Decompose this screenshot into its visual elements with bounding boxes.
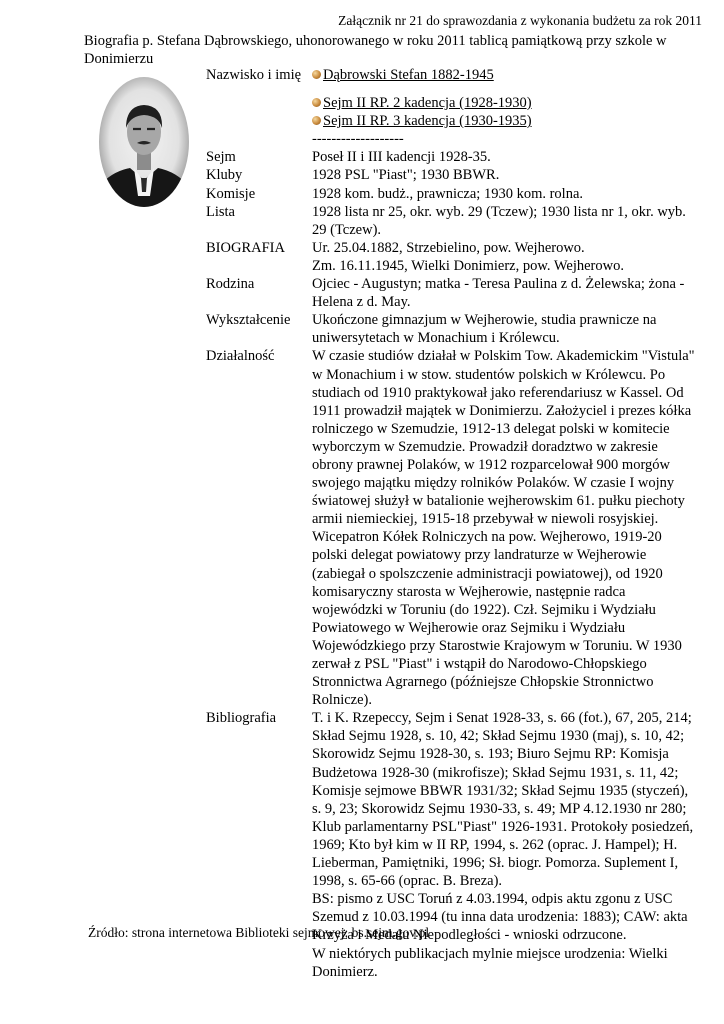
label-bibliografia: Bibliografia — [206, 710, 277, 727]
bullet-icon — [312, 70, 321, 79]
value-wyksztalcenie: Ukończone gimnazjum w Wejherowie, studia prawnicze na uniwersytetach w Monachium i Królewcu. — [312, 312, 657, 347]
value-rodzina: Ojciec - Augustyn; matka - Teresa Paulina z d. Żelewska; żona - Helena z d. May. — [312, 276, 685, 311]
row-sejm — [206, 148, 698, 166]
row-dzialalnosc — [206, 347, 698, 709]
value-sejm: Poseł II i III kadencji 1928-35. — [312, 149, 491, 166]
separator: ------------------- — [312, 131, 404, 148]
link-sejm-kadencja-2[interactable]: Sejm II RP. 2 kadencja (1928-1930) — [323, 95, 532, 112]
bullet-icon — [312, 98, 321, 107]
row-komisje — [206, 185, 698, 203]
row-biografia — [206, 239, 698, 275]
label-kluby: Kluby — [206, 167, 243, 184]
row-wyksztalcenie — [206, 311, 698, 347]
row-kluby — [206, 166, 698, 184]
source-note: Źródło: strona internetowa Biblioteki sejmowej: bs.sejm.gov.pl — [88, 925, 430, 940]
value-komisje: 1928 kom. budż., prawnicza; 1930 kom. rolna. — [312, 185, 584, 202]
row-lista — [206, 203, 698, 239]
label-rodzina: Rodzina — [206, 276, 255, 293]
link-name[interactable]: Dąbrowski Stefan 1882-1945 — [323, 67, 494, 83]
link-sejm-kadencja-3[interactable]: Sejm II RP. 3 kadencja (1930-1935) — [323, 113, 532, 130]
label-lista: Lista — [206, 203, 235, 220]
label-biografia: BIOGRAFIA — [206, 239, 285, 256]
value-death: Zm. 16.11.1945, Wielki Donimierz, pow. Wejherowo. — [312, 257, 624, 274]
value-bibliografia-sources: T. i K. Rzepeccy, Sejm i Senat 1928-33, s. 66 (fot.), 67, 205, 214; Skład Sejmu 1928, s. 10, 42; Skład Sejmu 1930 (maj), s. 10, 42; Skorowidz Sejmu 1928-30, s. 193; Biuro Sejmu RP: Komisja Budżetowa 1928-30 (mikrofisze); Skład Sejmu 1931, s. 11, 42; Komisje sejmowe BBWR 1931/32; Skład Sejmu 1935 (styczeń), s. 9, 23; Skorowidz Sejmu 1930-33, s. 49; MP 4.12.1930 nr 280; Klub parlamentarny PSL"Piast" 1926-1931. Protokoły posiedzeń, 1969; Kto był kim w II RP, 1994, s. 262 (oprac. J. Hampel); H. Lieberman, Pamiętniki, 1996; Sł. biogr. Pomorza. Suplement I, 1998, s. 65-66 (oprac. B. Breza). — [312, 710, 694, 890]
row-rodzina — [206, 275, 698, 311]
value-dzialalnosc: W czasie studiów działał w Polskim Tow. Akademickim "Vistula" w Monachium i w stow. studentów polskich w Królewcu. Po studiach od 1910 praktykował jako referendariusz w Kassel. Od 1911 prowadził majątek w Donimierzu. Założyciel i prezes kółka rolniczego w Szemudzie, 1912-13 delegat polski w komitecie wyborczym w Szemudzie. Prowadził doradztwo w zakresie obrony prawnej Polaków, w 1912 rozparcelował 900 morgów swojego majątku między rolników Polaków. W czasie I wojny światowej służył w batalionie wejherowskim 61. pułku piechoty armii niemieckiej, 1915-18 przebywał w niewoli rosyjskiej. Wicepatron Kółek Rolniczych na pow. Wejherowo, 1919-20 polski delegat powiatowy przy landraturze w Wejherowie (zabiegał o spolszczenie administracji powiatowej), od 1920 komisaryczny starosta w Wejherowie, następnie radca wojewódzki w Toruniu (do 1922). Czł. Sejmiku i Wydziału Powiatowego w Wejherowie oraz Sejmiku i Wydziału Wojewódzkiego przy Starostwie Krajowym w Toruniu. W 1930 zerwał z PSL "Piast" i wstąpił do Narodowo-Chłopskiego Stronnictwa Agrarnego (późniejsze Chłopskie Stronnictwo Rolnicze). — [312, 348, 695, 709]
attachment-header: Załącznik nr 21 do sprawozdania z wykonania budżetu za rok 2011 — [338, 13, 702, 28]
value-bibliografia-bs: BS: pismo z USC Toruń z 4.03.1994, odpis aktu zgonu z USC Szemud z 10.03.1994 (tu inna data urodzenia: 1883); CAW: akta Krzyża i Medalu Niepodległości - wnioski odrzucone. — [312, 891, 688, 944]
portrait-photo — [98, 76, 190, 208]
label-name: Nazwisko i imię — [206, 67, 302, 83]
value-kluby: 1928 PSL "Piast"; 1930 BBWR. — [312, 167, 500, 184]
bullet-icon — [312, 116, 321, 125]
value-bibliografia-note: W niektórych publikacjach mylnie miejsce urodzenia: Wielki Donimierz. — [312, 945, 668, 980]
row-name — [206, 66, 698, 84]
label-sejm: Sejm — [206, 149, 236, 166]
label-dzialalnosc: Działalność — [206, 348, 275, 365]
page-title: Biografia p. Stefana Dąbrowskiego, uhonorowanego w roku 2011 tablicą pamiątkową przy szkole w Donimierzu — [84, 33, 667, 67]
label-wyksztalcenie: Wykształcenie — [206, 312, 291, 329]
value-lista: 1928 lista nr 25, okr. wyb. 29 (Tczew); 1930 lista nr 1, okr. wyb. 29 (Tczew). — [312, 203, 686, 238]
label-komisje: Komisje — [206, 185, 256, 202]
value-birth: Ur. 25.04.1882, Strzebielino, pow. Wejherowo. — [312, 239, 585, 256]
biography-table — [206, 66, 698, 981]
